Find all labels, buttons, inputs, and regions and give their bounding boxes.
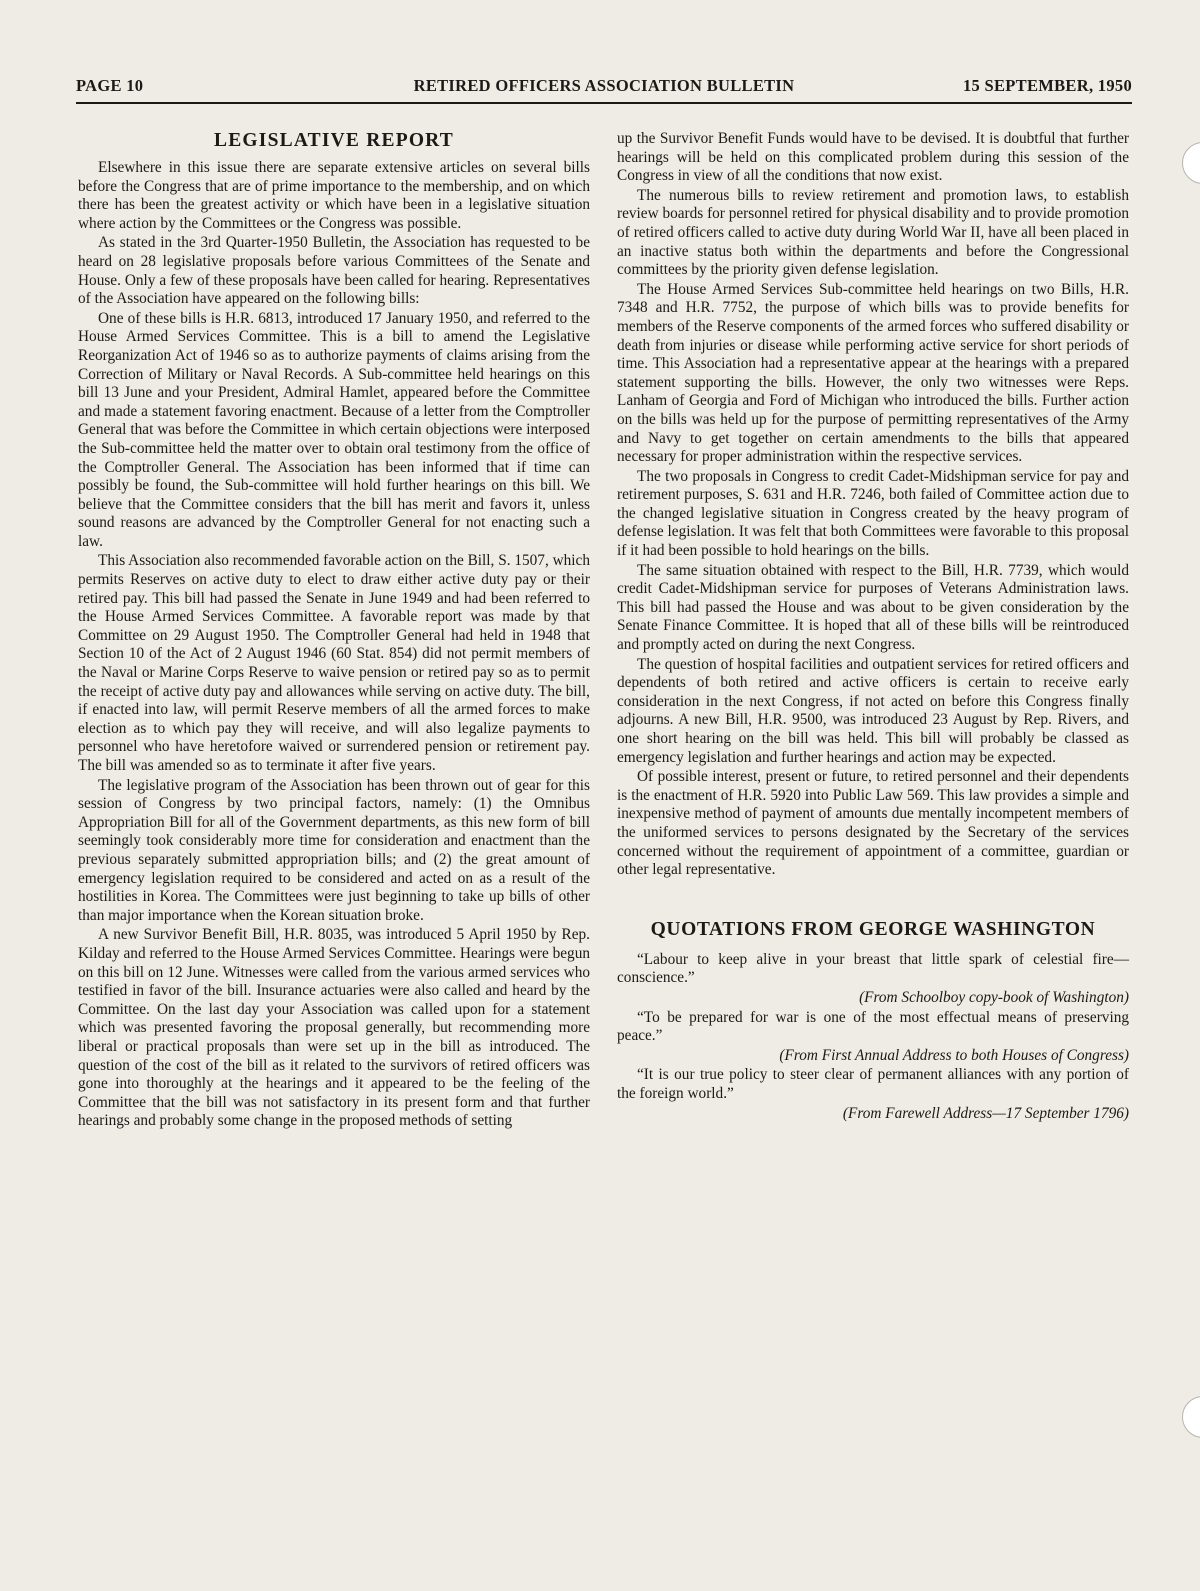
quotation-source: (From Schoolboy copy-book of Washington) bbox=[859, 988, 1129, 1006]
left-column bbox=[78, 130, 590, 1131]
article-paragraph: Elsewhere in this issue there are separate extensive articles on several bills before the Congress that are of prime importance to the membership, and on which there has been the greatest activity or which have been in a legislative situation where action by the Committees or the Congress was possible. bbox=[78, 159, 590, 232]
binder-hole-top bbox=[1182, 142, 1200, 184]
article-continuation: up the Survivor Benefit Funds would have to be devised. It is doubtful that further hearings will be held on this complicated problem during this session of the Congress in view of all the conditions that now exist. bbox=[617, 130, 1129, 185]
article-paragraph: The question of hospital facilities and outpatient services for retired officers and dependents of both retired and active officers is certain to receive early consideration in the next Congress, if not acted on before this Congress finally adjourns. A new Bill, H.R. 9500, was introduced 23 August by Rep. Rivers, and one short hearing on the bill was held. This bill will probably be classed as emergency legislation and further hearings and action may be expected. bbox=[617, 655, 1129, 766]
article-paragraph: The legislative program of the Association has been thrown out of gear for this session of Congress by two principal factors, namely: (1) the Omnibus Appropriation Bill for all of the Government departments, as this new form of bill seemingly took considerably more time for consideration and enactment than the previous separately submitted appropriation bills; and (2) the great amount of emergency legislation required to be considered and acted on as a result of the hostilities in Korea. The Committees were just beginning to take up bills of other than major importance when the Korean situation broke. bbox=[78, 776, 590, 924]
quotations-title: QUOTATIONS FROM GEORGE WASHINGTON bbox=[650, 918, 1096, 940]
page-number: PAGE 10 bbox=[76, 76, 144, 95]
article-paragraph: The numerous bills to review retirement and promotion laws, to establish review boards for personnel retired for physical disability and to provide promotion of retired officers called to active duty during World War II, have all been placed in an inactive status both within the departments and before the Congressional committees by the priority given defense legislation. bbox=[617, 186, 1129, 279]
quotation-source: (From Farewell Address—17 September 1796) bbox=[842, 1104, 1129, 1122]
article-paragraph: The same situation obtained with respect to the Bill, H.R. 7739, which would credit Cadet-Midshipman service for purposes of Veterans Administration laws. This bill had passed the House and was about to be given consideration by the Senate Finance Committee. It is hoped that all of these bills will be reintroduced and promptly acted on during the next Congress. bbox=[617, 561, 1129, 654]
article-paragraph: One of these bills is H.R. 6813, introduced 17 January 1950, and referred to the House Armed Services Committee. This is a bill to amend the Legislative Reorganization Act of 1946 so as to authorize payments of claims arising from the Correction of Military or Naval Records. A Sub-committee held hearings on this bill 13 June and your President, Admiral Hamlet, appeared before the Committee and made a statement favoring enactment. Because of a letter from the Comptroller General that was before the Committee in which certain objections were interposed the Sub-committee held the matter over to obtain oral testimony from the office of the Comptroller General. The Association has been informed that if time can possibly be found, the Sub-committee will hold further hearings on this bill. We believe that the Committee considers that the bill has merit and favors it, unless sound reasons are advanced by the Comptroller General for not enacting such a law. bbox=[78, 309, 590, 550]
quotation-text: “To be prepared for war is one of the most effectual means of preserving peace.” bbox=[617, 1008, 1129, 1045]
header-rule bbox=[76, 102, 1132, 104]
article-paragraph: The two proposals in Congress to credit Cadet-Midshipman service for pay and retirement purposes, S. 631 and H.R. 7246, both failed of Committee action due to the changed legislative situation in Congress created by the heavy program of defense legislation. It was felt that both Committees were favorable to this proposal if it had been possible to hold hearings on the bills. bbox=[617, 467, 1129, 560]
issue-date: 15 SEPTEMBER, 1950 bbox=[962, 76, 1132, 95]
quotation-source: (From First Annual Address to both Houses of Congress) bbox=[779, 1046, 1129, 1064]
publication-title: RETIRED OFFICERS ASSOCIATION BULLETIN bbox=[413, 76, 795, 95]
right-column bbox=[617, 130, 1129, 1123]
article-paragraph: Of possible interest, present or future, to retired personnel and their dependents is the enactment of H.R. 5920 into Public Law 569. This law provides a simple and inexpensive method of payment of amounts due mentally incompetent members of the uniformed services to persons designated by the Secretary of the services concerned without the requirement of appointment of a committee, guardian or other legal representative. bbox=[617, 768, 1129, 879]
article-paragraph: A new Survivor Benefit Bill, H.R. 8035, was introduced 5 April 1950 by Rep. Kilday and referred to the House Armed Services Committee. Hearings were begun on this bill on 12 June. Witnesses were called from the various armed services who testified in favor of the bill. Insurance actuaries were also called and heard by the Committee. On the last day your Association was called upon for a statement which was presented favoring the proposal generally, but recommending more liberal or practical proposals than were set up in the bill as introduced. The question of the cost of the bill as it related to the survivors of retired officers was gone into thoroughly at the hearings and it appeared to be the feeling of the Committee that the bill was not satisfactory in its present form and that further hearings and probably some change in the proposed methods of setting bbox=[78, 926, 590, 1130]
article-paragraph: As stated in the 3rd Quarter-1950 Bulletin, the Association has requested to be heard on 28 legislative proposals before various Committees of the Senate and House. Only a few of these proposals have been called for hearing. Representatives of the Association have appeared on the following bills: bbox=[78, 234, 590, 308]
article-paragraph: This Association also recommended favorable action on the Bill, S. 1507, which permits Reserves on active duty to elect to draw either active duty pay or their retired pay. This bill had passed the Senate in June 1949 and had been referred to the House Armed Services Committee. A favorable report was made by that Committee on 29 August 1950. The Comptroller General had held in 1948 that Section 10 of the Act of 2 August 1946 (60 Stat. 854) did not permit members of the Naval or Marine Corps Reserve to waive pension or retired pay so as to permit the receipt of active duty pay and allowances while serving on active duty. The bill, if enacted into law, will permit Reserve members of all the armed forces to make election as to which pay they will receive, and will also legalize payments to personnel who have heretofore waived or surrendered pension or retirement pay. The bill was amended so as to terminate it after five years. bbox=[78, 552, 590, 774]
page-header bbox=[76, 76, 1132, 98]
article-paragraph: The House Armed Services Sub-committee held hearings on two Bills, H.R. 7348 and H.R. 7752, the purpose of which bills was to provide benefits for members of the Reserve components of the armed forces who suffered disability or death from injuries or disease while performing active service for short periods of time. This Association had a representative appear at the hearings with a prepared statement supporting the bills. However, the only two witnesses were Reps. Lanham of Georgia and Ford of Michigan who introduced the bills. Further action on the bills was held up for the purpose of permitting representatives of the Army and Navy to get together on certain amendments to the bills that appeared necessary for proper administration within the respective services. bbox=[617, 280, 1129, 466]
article-title: LEGISLATIVE REPORT bbox=[214, 130, 454, 151]
binder-hole-bottom bbox=[1182, 1396, 1200, 1438]
quotation-text: “It is our true policy to steer clear of permanent alliances with any portion of the foreign world.” bbox=[617, 1066, 1129, 1102]
quotation-text: “Labour to keep alive in your breast that little spark of celestial fire—conscience.” bbox=[617, 950, 1129, 987]
